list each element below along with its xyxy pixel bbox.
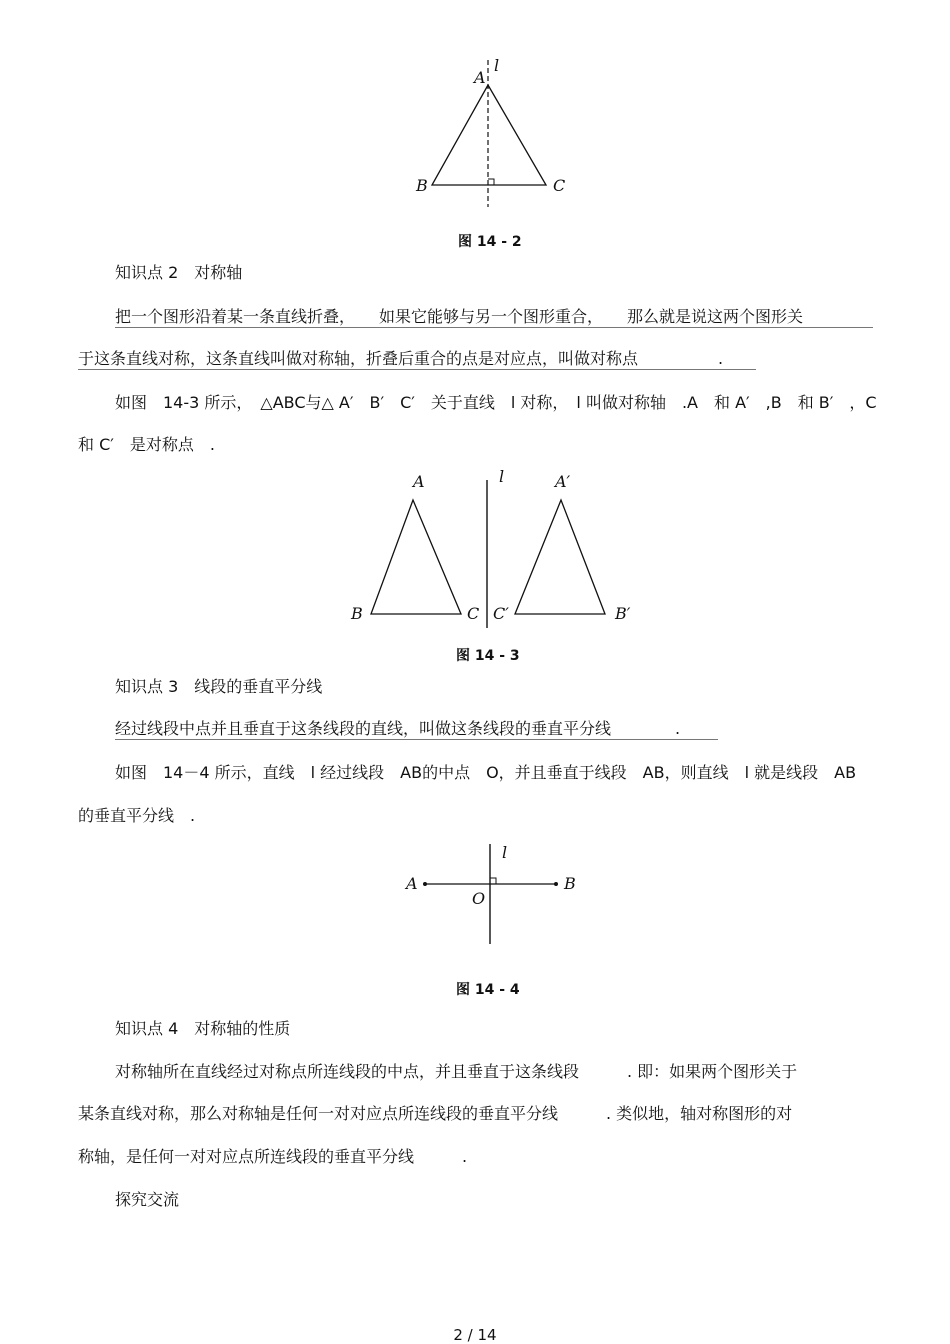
label-a: A — [413, 472, 425, 491]
heading-k2: 知识点 2 对称轴 — [115, 263, 243, 282]
caption-14-4: 图 14 - 4 — [456, 982, 520, 998]
heading-k4: 知识点 4 对称轴的性质 — [115, 1019, 291, 1038]
label-l: l — [502, 843, 508, 862]
triangle-abc — [432, 85, 546, 185]
k4-line3: 称轴，是任何一对对应点所连线段的垂直平分线 . — [78, 1147, 468, 1166]
caption-14-2: 图 14 - 2 — [458, 234, 522, 250]
label-a: A — [474, 68, 486, 87]
figure-14-4 — [400, 838, 585, 963]
triangle-a2b2c2 — [515, 500, 605, 614]
right-angle-mark — [488, 179, 494, 185]
k4-line2: 某条直线对称，那么对称轴是任何一对对应点所连线段的垂直平分线 . 类似地，轴对称图形的对 — [78, 1104, 793, 1123]
k3-ex-line2: 的垂直平分线 . — [78, 806, 196, 825]
label-l: l — [494, 56, 500, 75]
k2-def-line2: 于这条直线对称，这条直线叫做对称轴，折叠后重合的点是对应点，叫做对称点 . — [78, 349, 756, 370]
label-b: B — [564, 874, 576, 893]
section-explore: 探究交流 — [115, 1190, 180, 1209]
label-c: C — [467, 604, 480, 623]
figure-14-2 — [410, 55, 570, 255]
label-l: l — [499, 467, 505, 486]
point-a — [423, 882, 427, 886]
k4-line1: 对称轴所在直线经过对称点所连线段的中点，并且垂直于这条线段 . 即：如果两个图形关于 — [115, 1062, 798, 1081]
figure-14-3 — [345, 462, 645, 637]
label-o: O — [472, 889, 486, 908]
label-a: A — [406, 874, 418, 893]
label-c-prime: C′ — [493, 604, 509, 623]
k2-ex-line1: 如图 14-3 所示， △ABC与△ A′ B′ C′ 关于直线 l 对称， l 叫做对称轴 .A 和 A′ ,B 和 B′ ，C — [115, 393, 877, 412]
k2-def-line1: 把一个图形沿着某一条直线折叠， 如果它能够与另一个图形重合， 那么就是说这两个图形关 — [115, 307, 873, 328]
page-number: 2 / 14 — [453, 1326, 497, 1344]
heading-k3: 知识点 3 线段的垂直平分线 — [115, 677, 323, 696]
label-b-prime: B′ — [615, 604, 631, 623]
k3-def-line1: 经过线段中点并且垂直于这条线段的直线，叫做这条线段的垂直平分线 . — [115, 719, 718, 740]
caption-14-3: 图 14 - 3 — [456, 648, 520, 664]
label-b: B — [416, 176, 428, 195]
triangle-abc — [371, 500, 461, 614]
label-b: B — [351, 604, 363, 623]
k3-ex-line1: 如图 14－4 所示，直线 l 经过线段 AB的中点 O，并且垂直于线段 AB，则直线 l 就是线段 AB — [115, 763, 857, 782]
right-angle-mark — [490, 878, 496, 884]
label-c: C — [553, 176, 566, 195]
label-a-prime: A′ — [555, 472, 571, 491]
point-b — [554, 882, 558, 886]
k2-ex-line2: 和 C′ 是对称点 . — [78, 435, 215, 454]
